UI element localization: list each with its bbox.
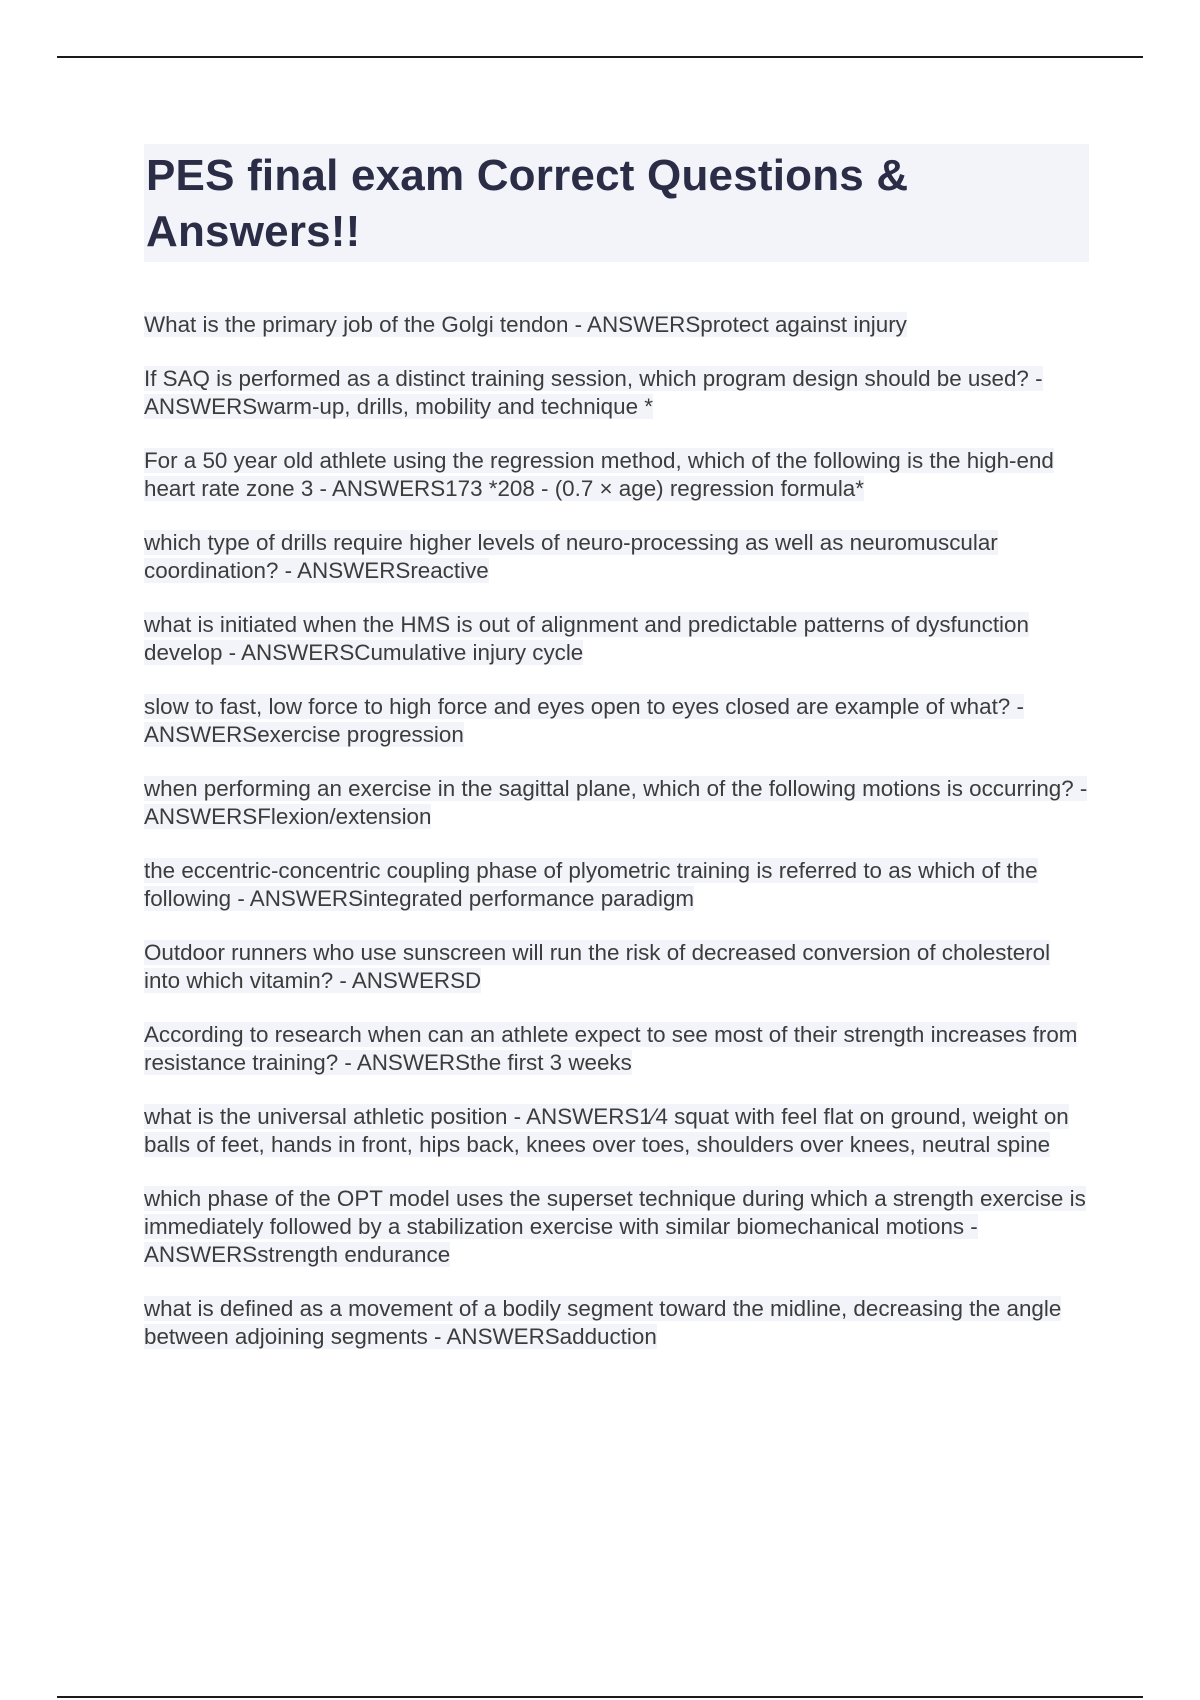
qa-text: If SAQ is performed as a distinct training session, which program design should be used? - ANSWERSwarm-up, drills, mobility and technique * xyxy=(144,366,1043,419)
qa-item xyxy=(144,775,1089,831)
bottom-rule xyxy=(57,1696,1143,1698)
top-rule xyxy=(57,56,1143,58)
qa-text: the eccentric-concentric coupling phase of plyometric training is referred to as which of the following - ANSWERSintegrated performance paradigm xyxy=(144,858,1038,911)
qa-item xyxy=(144,1021,1089,1077)
qa-item xyxy=(144,1295,1089,1351)
qa-item xyxy=(144,365,1089,421)
qa-text: what is defined as a movement of a bodily segment toward the midline, decreasing the angle between adjoining segments - ANSWERSadduction xyxy=(144,1296,1062,1349)
qa-text: What is the primary job of the Golgi tendon - ANSWERSprotect against injury xyxy=(144,312,907,337)
qa-text: which phase of the OPT model uses the superset technique during which a strength exercise is immediately followed by a stabilization exercise with similar biomechanical motions - ANSWERSstrength endurance xyxy=(144,1186,1086,1267)
qa-item xyxy=(144,1185,1089,1269)
qa-item xyxy=(144,447,1089,503)
qa-item xyxy=(144,693,1089,749)
qa-item xyxy=(144,611,1089,667)
qa-text: For a 50 year old athlete using the regression method, which of the following is the high-end heart rate zone 3 - ANSWERS173 *208 - (0.7 × age) regression formula* xyxy=(144,448,1054,501)
qa-item xyxy=(144,939,1089,995)
document-title: PES final exam Correct Questions & Answers!! xyxy=(146,151,909,256)
qa-text: Outdoor runners who use sunscreen will run the risk of decreased conversion of cholesterol into which vitamin? - ANSWERSD xyxy=(144,940,1051,993)
qa-text: when performing an exercise in the sagittal plane, which of the following motions is occurring? - ANSWERSFlexion/extension xyxy=(144,776,1088,829)
qa-text: which type of drills require higher levels of neuro-processing as well as neuromuscular coordination? - ANSWERSreactive xyxy=(144,530,998,583)
qa-item xyxy=(144,1103,1089,1159)
qa-text: According to research when can an athlete expect to see most of their strength increases from resistance training? - ANSWERSthe first 3 weeks xyxy=(144,1022,1078,1075)
qa-text: what is initiated when the HMS is out of alignment and predictable patterns of dysfunction develop - ANSWERSCumulative injury cycle xyxy=(144,612,1029,665)
title-block xyxy=(144,144,1089,262)
qa-item xyxy=(144,311,1089,339)
qa-text: what is the universal athletic position - ANSWERS1⁄4 squat with feel flat on ground, weight on balls of feet, hands in front, hips back, knees over toes, shoulders over knees, neutral spine xyxy=(144,1104,1069,1157)
qa-text: slow to fast, low force to high force and eyes open to eyes closed are example of what? - ANSWERSexercise progression xyxy=(144,694,1024,747)
qa-list xyxy=(144,311,1089,1377)
qa-item xyxy=(144,529,1089,585)
qa-item xyxy=(144,857,1089,913)
